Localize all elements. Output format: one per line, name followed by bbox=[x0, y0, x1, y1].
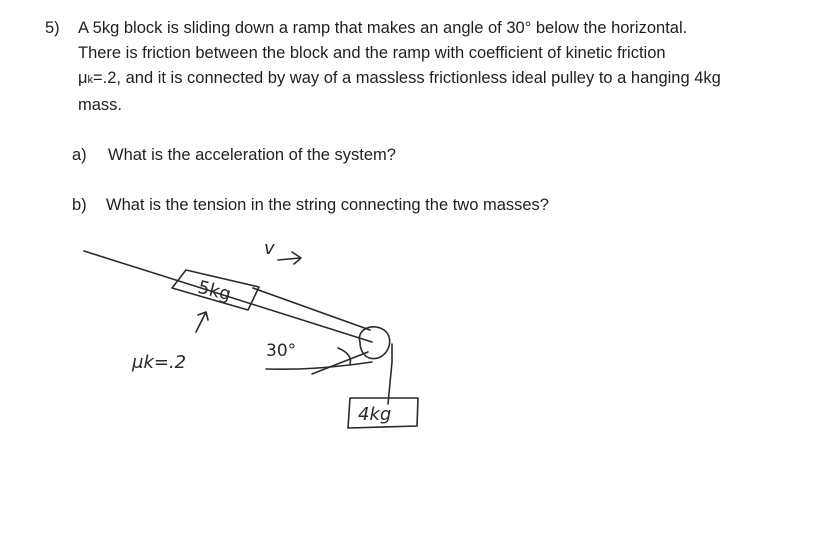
velocity-arrow-icon bbox=[278, 252, 301, 264]
part-b-question: What is the tension in the string connecting the two masses? bbox=[106, 196, 549, 214]
hanging-string bbox=[388, 344, 392, 404]
hanging-mass-label: 4kg bbox=[358, 404, 392, 425]
mu-value: =.2 bbox=[93, 69, 117, 87]
part-a-label: a) bbox=[72, 146, 87, 164]
mu-symbol: μ bbox=[78, 69, 88, 87]
horizontal-reference-line bbox=[266, 362, 372, 369]
mu-subscript: k bbox=[87, 74, 94, 86]
part-a-question: What is the acceleration of the system? bbox=[108, 146, 396, 164]
problem-line-2: There is friction between the block and the ramp with coefficient of kinetic friction bbox=[78, 44, 666, 62]
part-b-label: b) bbox=[72, 196, 87, 214]
mu-label: μk=.2 bbox=[132, 352, 187, 373]
normal-force-arrow-icon bbox=[196, 312, 208, 332]
angle-label: 30° bbox=[266, 341, 297, 361]
block-label: 5kg bbox=[195, 276, 234, 306]
problem-line-1: A 5kg block is sliding down a ramp that makes an angle of 30° below the horizontal. bbox=[78, 19, 688, 37]
problem-line-4: mass. bbox=[78, 96, 123, 114]
problem-number: 5) bbox=[45, 19, 60, 37]
problem-line-3-text: , and it is connected by way of a massless frictionless ideal pulley to a hanging 4kg bbox=[116, 69, 721, 87]
velocity-label: v bbox=[264, 238, 275, 259]
